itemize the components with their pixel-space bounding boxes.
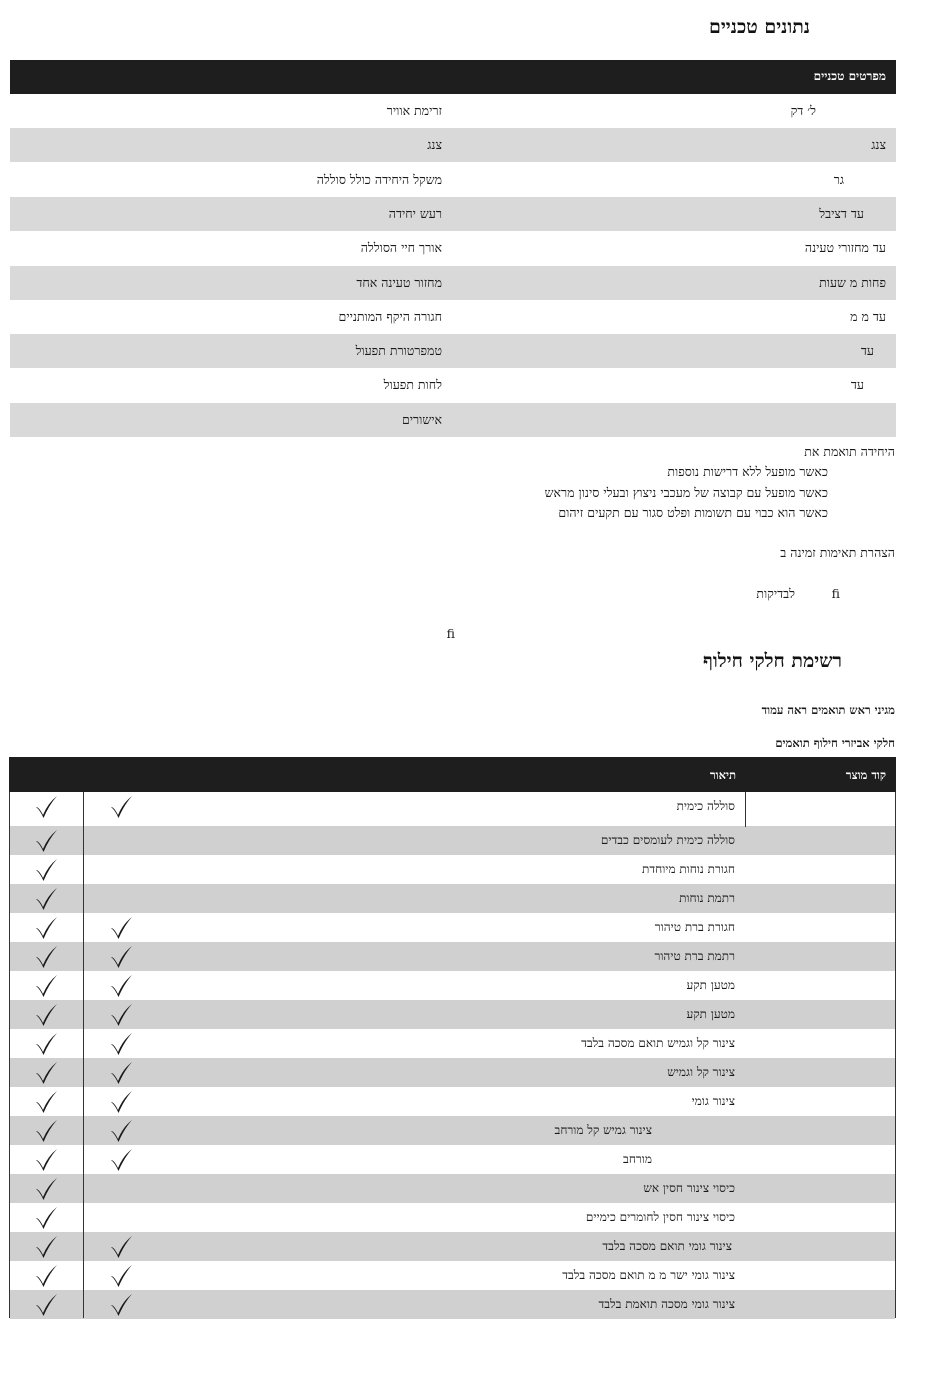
compat-intro: היחידה תואמת את <box>804 444 895 459</box>
spec-row <box>10 266 896 300</box>
table-row <box>10 826 895 855</box>
check-icon <box>108 1089 134 1115</box>
fi-glyph-2: ﬁ <box>446 626 455 641</box>
check-icon <box>33 1002 59 1028</box>
check-icon <box>33 794 59 820</box>
table-row <box>10 913 895 942</box>
specs-table-header <box>10 60 896 94</box>
parts-subtitle-helmets: מגיני ראש תואמים ראה עמוד <box>761 703 895 717</box>
spec-name: אורך חיי הסוללה <box>360 240 442 256</box>
part-description: צינור קל וגמיש <box>667 1065 735 1079</box>
part-description: צינור גומי תואם מסכה בלבד <box>602 1239 732 1253</box>
part-description: רתמת נוחות <box>679 891 735 905</box>
part-description: חגורת ברת טיהור <box>654 920 735 934</box>
spec-value: עד <box>860 343 874 359</box>
check-icon <box>33 828 59 854</box>
check-icon <box>33 1205 59 1231</box>
compat-item-1: כאשר מופעל ללא דרישות נוספות <box>667 464 828 479</box>
check-icon <box>33 1234 59 1260</box>
spec-value: עד <box>850 377 864 393</box>
table-row <box>10 971 895 1000</box>
check-icon <box>33 944 59 970</box>
declaration-text: הצהרת תאימות זמינה ב <box>780 545 895 560</box>
check-icon <box>108 1263 134 1289</box>
check-icon <box>108 1292 134 1318</box>
table-row <box>10 942 895 971</box>
check-icon <box>33 973 59 999</box>
part-description: צינור גומי <box>691 1094 735 1108</box>
spec-name: לחות תפעול <box>383 377 442 393</box>
table-row <box>10 1145 895 1174</box>
check-icon <box>33 1176 59 1202</box>
table-row <box>10 1029 895 1058</box>
part-description: רתמת ברת טיהור <box>654 949 735 963</box>
check-icon <box>33 1147 59 1173</box>
spec-name: חגורה היקף המותניים <box>338 308 442 324</box>
table-row <box>10 1058 895 1087</box>
spec-row <box>10 197 896 231</box>
table-row <box>10 792 895 826</box>
check-icon <box>108 1031 134 1057</box>
spec-name: רעש יחידה <box>388 205 442 221</box>
spec-name: זרימת אוויר <box>386 103 442 118</box>
spec-name: טמפרטורת תפעול <box>355 343 442 359</box>
part-description: צינור גומי ישר מ מ תואם מסכה בלבד <box>562 1268 735 1282</box>
col-divider-code <box>745 792 746 827</box>
spec-name: מחזור טעינה אחד <box>356 274 442 290</box>
spec-row <box>10 94 896 128</box>
spec-row <box>10 368 896 402</box>
check-icon <box>108 915 134 941</box>
spec-name: צנג <box>427 137 442 153</box>
compat-item-2: כאשר מופעל עם קבוצה של מעכבי ניצוץ ובעלי סינון מראש <box>544 485 828 500</box>
spec-value: עד מחזורי טעינה <box>804 240 886 256</box>
spec-value: צנג <box>871 137 886 153</box>
part-description: סוללה כימית לעומסים כבדים <box>600 833 735 847</box>
col-divider-checks <box>83 792 84 1318</box>
check-icon <box>33 857 59 883</box>
check-icon <box>108 973 134 999</box>
check-icon <box>33 1263 59 1289</box>
check-icon <box>108 944 134 970</box>
spec-value: עד דציבל <box>819 205 864 221</box>
spec-row <box>10 403 896 437</box>
spec-name: אישורים <box>401 411 442 427</box>
check-icon <box>108 794 134 820</box>
spec-value: ל׳ דק <box>790 103 816 118</box>
part-description: סוללה כימית <box>676 799 735 813</box>
check-icon <box>33 1060 59 1086</box>
part-description: כיסוי צינור חסין לחומרים כימיים <box>585 1210 735 1224</box>
table-row <box>10 1261 895 1290</box>
part-description: מטען תקע <box>686 978 735 992</box>
part-description: כיסוי צינור חסין אש <box>643 1181 735 1195</box>
table-row <box>10 1087 895 1116</box>
part-description: מורחב <box>623 1152 652 1166</box>
tests-label: לבדיקות <box>756 586 795 601</box>
check-icon <box>108 1118 134 1144</box>
spec-row <box>10 231 896 265</box>
parts-subtitle-accessories: חלקי אביזרי חילוף תואמים <box>775 736 895 750</box>
col-description: תיאור <box>709 768 736 782</box>
spec-value: עד מ מ <box>850 308 886 324</box>
check-icon <box>33 1292 59 1318</box>
table-row <box>10 1290 895 1319</box>
check-icon <box>33 886 59 912</box>
check-icon <box>108 1060 134 1086</box>
spec-row <box>10 163 896 197</box>
check-icon <box>33 1031 59 1057</box>
spec-row <box>10 128 896 162</box>
check-icon <box>108 1234 134 1260</box>
specs-title: נתונים טכניים <box>708 16 810 38</box>
part-description: חגורת נוחות מיוחדת <box>642 862 735 876</box>
table-row <box>10 1116 895 1145</box>
parts-table <box>9 792 896 1318</box>
check-icon <box>108 1002 134 1028</box>
table-row <box>10 1203 895 1232</box>
compat-item-3: כאשר הוא כבוי עם תשומות ופלט סגור עם תקעים זיהום <box>558 505 828 520</box>
spec-value: פחות מ שעות <box>819 274 886 290</box>
part-description: צינור גמיש קל מורחב <box>554 1123 652 1137</box>
spec-row <box>10 334 896 368</box>
parts-title: רשימת חלקי חילוף <box>703 650 842 672</box>
check-icon <box>33 915 59 941</box>
spec-name: משקל היחידה כולל סוללה <box>316 171 442 187</box>
table-row <box>10 1174 895 1203</box>
spec-row <box>10 300 896 334</box>
parts-table-header <box>9 757 896 792</box>
table-row <box>10 1232 895 1261</box>
fi-glyph: ﬁ <box>831 586 840 601</box>
check-icon <box>108 1147 134 1173</box>
table-row <box>10 884 895 913</box>
specs-header-label: מפרטים טכניים <box>813 69 886 83</box>
part-description: מטען תקע <box>686 1007 735 1021</box>
part-description: צינור קל וגמיש תואם מסכה בלבד <box>581 1036 735 1050</box>
check-icon <box>33 1118 59 1144</box>
part-description: צינור גומי מסכה תואמת בלבד <box>598 1297 735 1311</box>
check-icon <box>33 1089 59 1115</box>
spec-value: גר <box>833 171 844 187</box>
table-row <box>10 855 895 884</box>
table-row <box>10 1000 895 1029</box>
col-product-code: קוד מוצר <box>845 768 886 782</box>
